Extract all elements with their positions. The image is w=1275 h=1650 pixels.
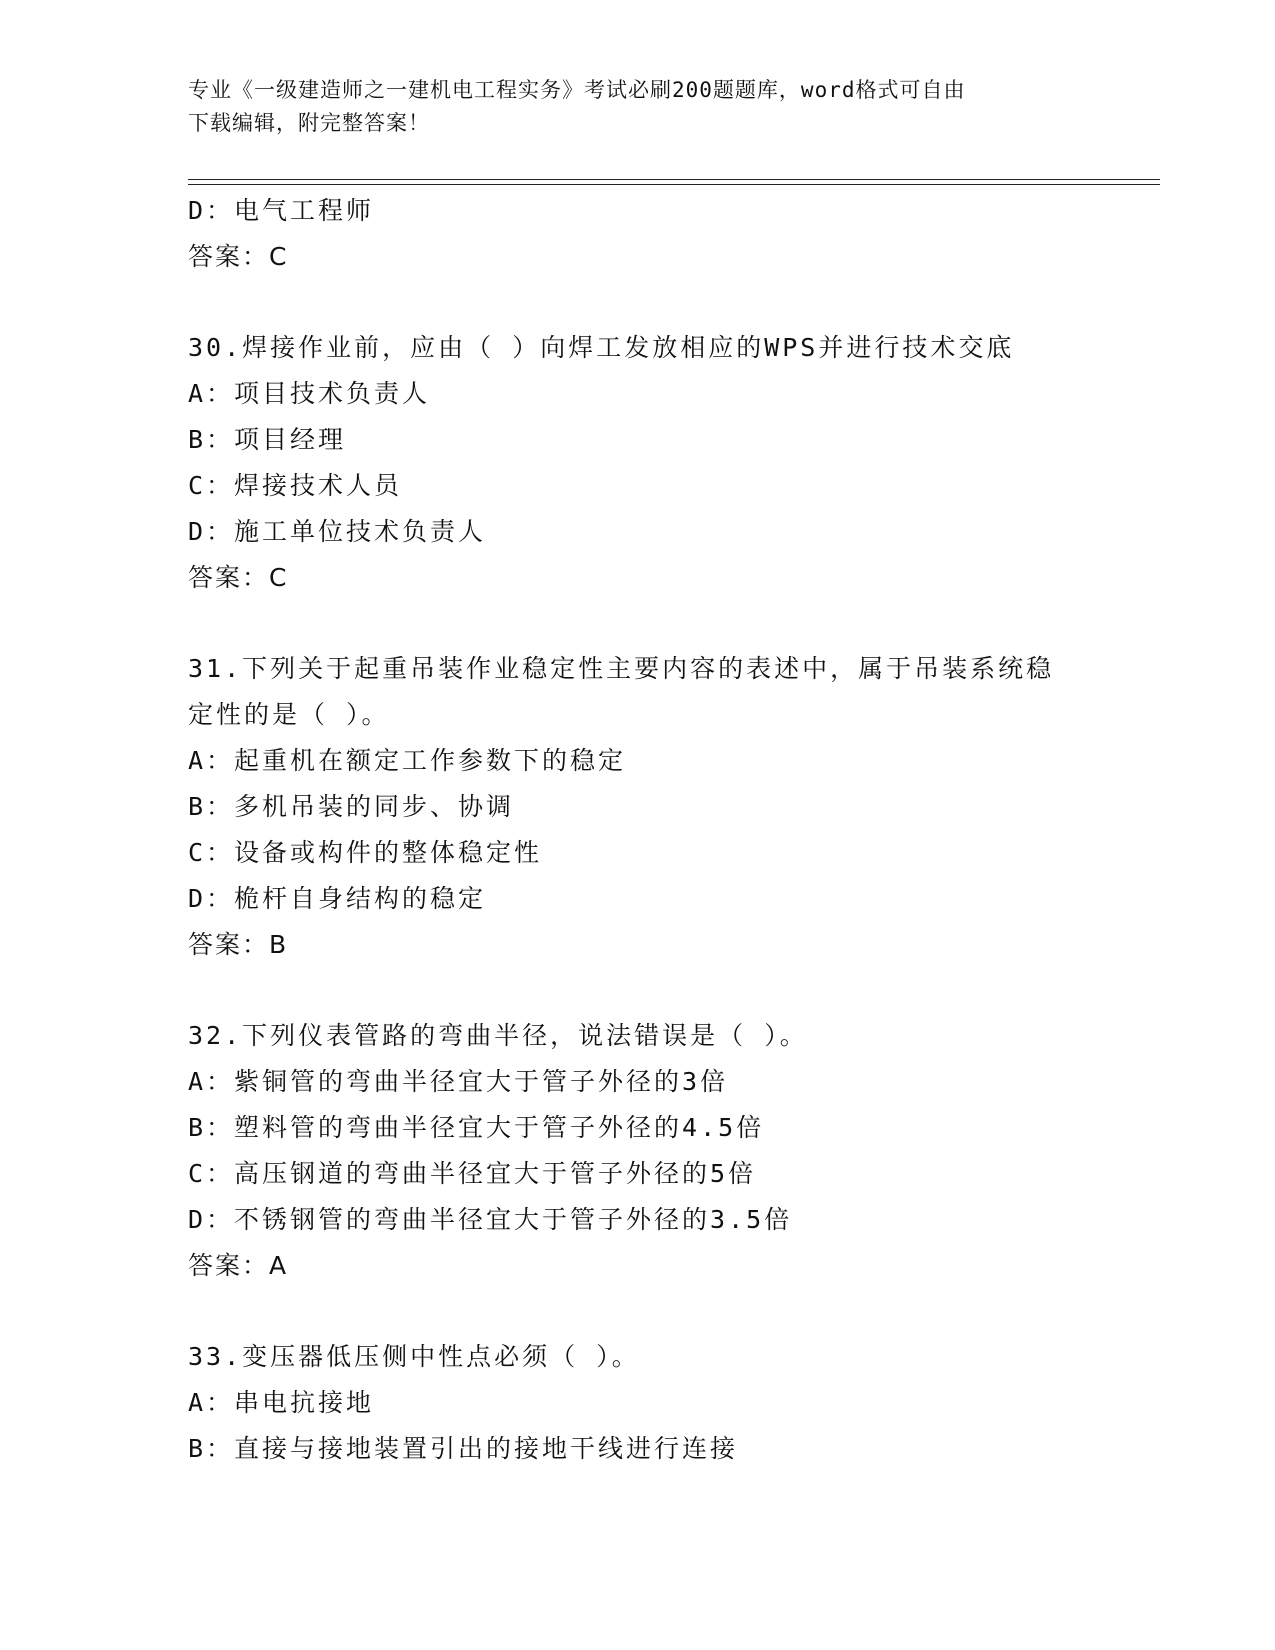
question-33 — [188, 1334, 1088, 1472]
question-text-line-1: 31.下列关于起重吊装作业稳定性主要内容的表述中，属于吊装系统稳 — [188, 654, 1055, 683]
document-header — [188, 74, 1088, 140]
header-divider-top — [188, 179, 1160, 180]
spacer — [188, 601, 1088, 646]
question-32 — [188, 1013, 1088, 1289]
option-b: B：项目经理 — [188, 425, 347, 454]
question-29-fragment — [188, 188, 1088, 280]
header-divider-bottom — [188, 184, 1160, 185]
option-a: A：串电抗接地 — [188, 1388, 375, 1417]
option-b: B：多机吊装的同步、协调 — [188, 792, 515, 821]
question-text: 32.下列仪表管路的弯曲半径，说法错误是（ ）。 — [188, 1021, 808, 1050]
header-line-2: 下载编辑，附完整答案！ — [188, 111, 430, 135]
option-d: D：施工单位技术负责人 — [188, 517, 487, 546]
question-list — [188, 188, 1088, 1472]
question-31 — [188, 646, 1088, 968]
answer: 答案：C — [188, 563, 289, 592]
option-d: D：不锈钢管的弯曲半径宜大于管子外径的3.5倍 — [188, 1205, 793, 1234]
spacer — [188, 968, 1088, 1013]
option-d: D：桅杆自身结构的稳定 — [188, 884, 487, 913]
option-b: B：直接与接地装置引出的接地干线进行连接 — [188, 1434, 739, 1463]
option-c: C：焊接技术人员 — [188, 471, 403, 500]
spacer — [188, 280, 1088, 325]
option-a: A：紫铜管的弯曲半径宜大于管子外径的3倍 — [188, 1067, 729, 1096]
option-c: C：设备或构件的整体稳定性 — [188, 838, 543, 867]
question-30 — [188, 325, 1088, 601]
question-text: 30.焊接作业前，应由（ ）向焊工发放相应的WPS并进行技术交底 — [188, 333, 1015, 362]
option-c: C：高压钢道的弯曲半径宜大于管子外径的5倍 — [188, 1159, 757, 1188]
question-text-line-2: 定性的是（ ）。 — [188, 700, 390, 729]
option-d: D：电气工程师 — [188, 196, 375, 225]
option-a: A：起重机在额定工作参数下的稳定 — [188, 746, 627, 775]
option-a: A：项目技术负责人 — [188, 379, 431, 408]
answer: 答案：A — [188, 1251, 289, 1280]
header-line-1: 专业《一级建造师之一建机电工程实务》考试必刷200题题库，word格式可自由 — [188, 78, 966, 102]
answer: 答案：B — [188, 930, 289, 959]
option-b: B：塑料管的弯曲半径宜大于管子外径的4.5倍 — [188, 1113, 765, 1142]
answer: 答案：C — [188, 242, 289, 271]
question-text: 33.变压器低压侧中性点必须（ ）。 — [188, 1342, 640, 1371]
spacer — [188, 1289, 1088, 1334]
